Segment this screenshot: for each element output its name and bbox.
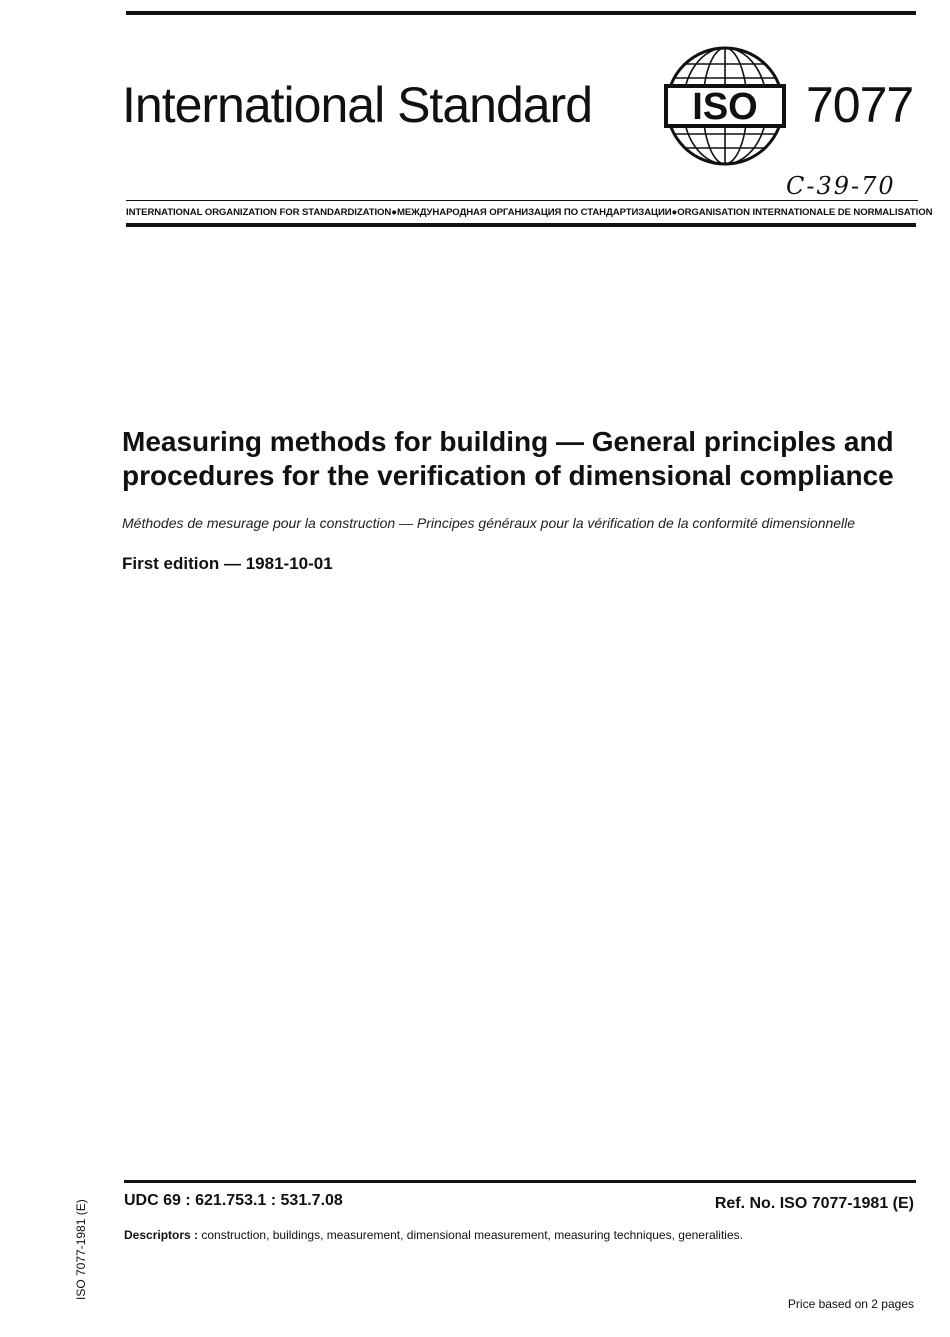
header-title: International Standard bbox=[122, 77, 593, 133]
document-title-line-1: Measuring methods for building — General principles and bbox=[122, 426, 894, 457]
document-title-line-2: procedures for the verification of dimensional compliance bbox=[122, 460, 894, 491]
standard-number: 7077 bbox=[806, 77, 914, 133]
descriptors-label: Descriptors : bbox=[124, 1228, 199, 1242]
document-title bbox=[122, 425, 912, 493]
organization-line: INTERNATIONAL ORGANIZATION FOR STANDARDIZATION●МЕЖДУНАРОДНАЯ ОРГАНИЗАЦИЯ ПО СТАНДАРТИЗАЦИИ●ORGANISATION INTERNATIONALE DE NORMALISATION bbox=[126, 207, 933, 218]
price-note: Price based on 2 pages bbox=[787, 1297, 914, 1311]
french-subtitle: Méthodes de mesurage pour la construction — Principes généraux pour la vérification de la conformité dimensionnelle bbox=[122, 515, 856, 531]
reference-number: Ref. No. ISO 7077-1981 (E) bbox=[714, 1195, 914, 1212]
iso-logo bbox=[662, 40, 788, 172]
org-rule-top bbox=[126, 200, 916, 201]
handwritten-note: C-39-70 bbox=[786, 172, 896, 200]
udc-code: UDC 69 : 621.753.1 : 531.7.08 bbox=[124, 1192, 343, 1209]
iso-logo-text: ISO bbox=[692, 86, 758, 128]
side-label: ISO 7077-1981 (E) bbox=[74, 1199, 88, 1300]
top-rule bbox=[126, 11, 916, 15]
footer-rule bbox=[124, 1180, 916, 1183]
edition-date: First edition — 1981-10-01 bbox=[122, 554, 333, 573]
org-rule-bottom bbox=[126, 223, 916, 227]
descriptors bbox=[124, 1227, 743, 1243]
descriptors-text: construction, buildings, measurement, dimensional measurement, measuring techniques, generalities. bbox=[198, 1228, 743, 1242]
